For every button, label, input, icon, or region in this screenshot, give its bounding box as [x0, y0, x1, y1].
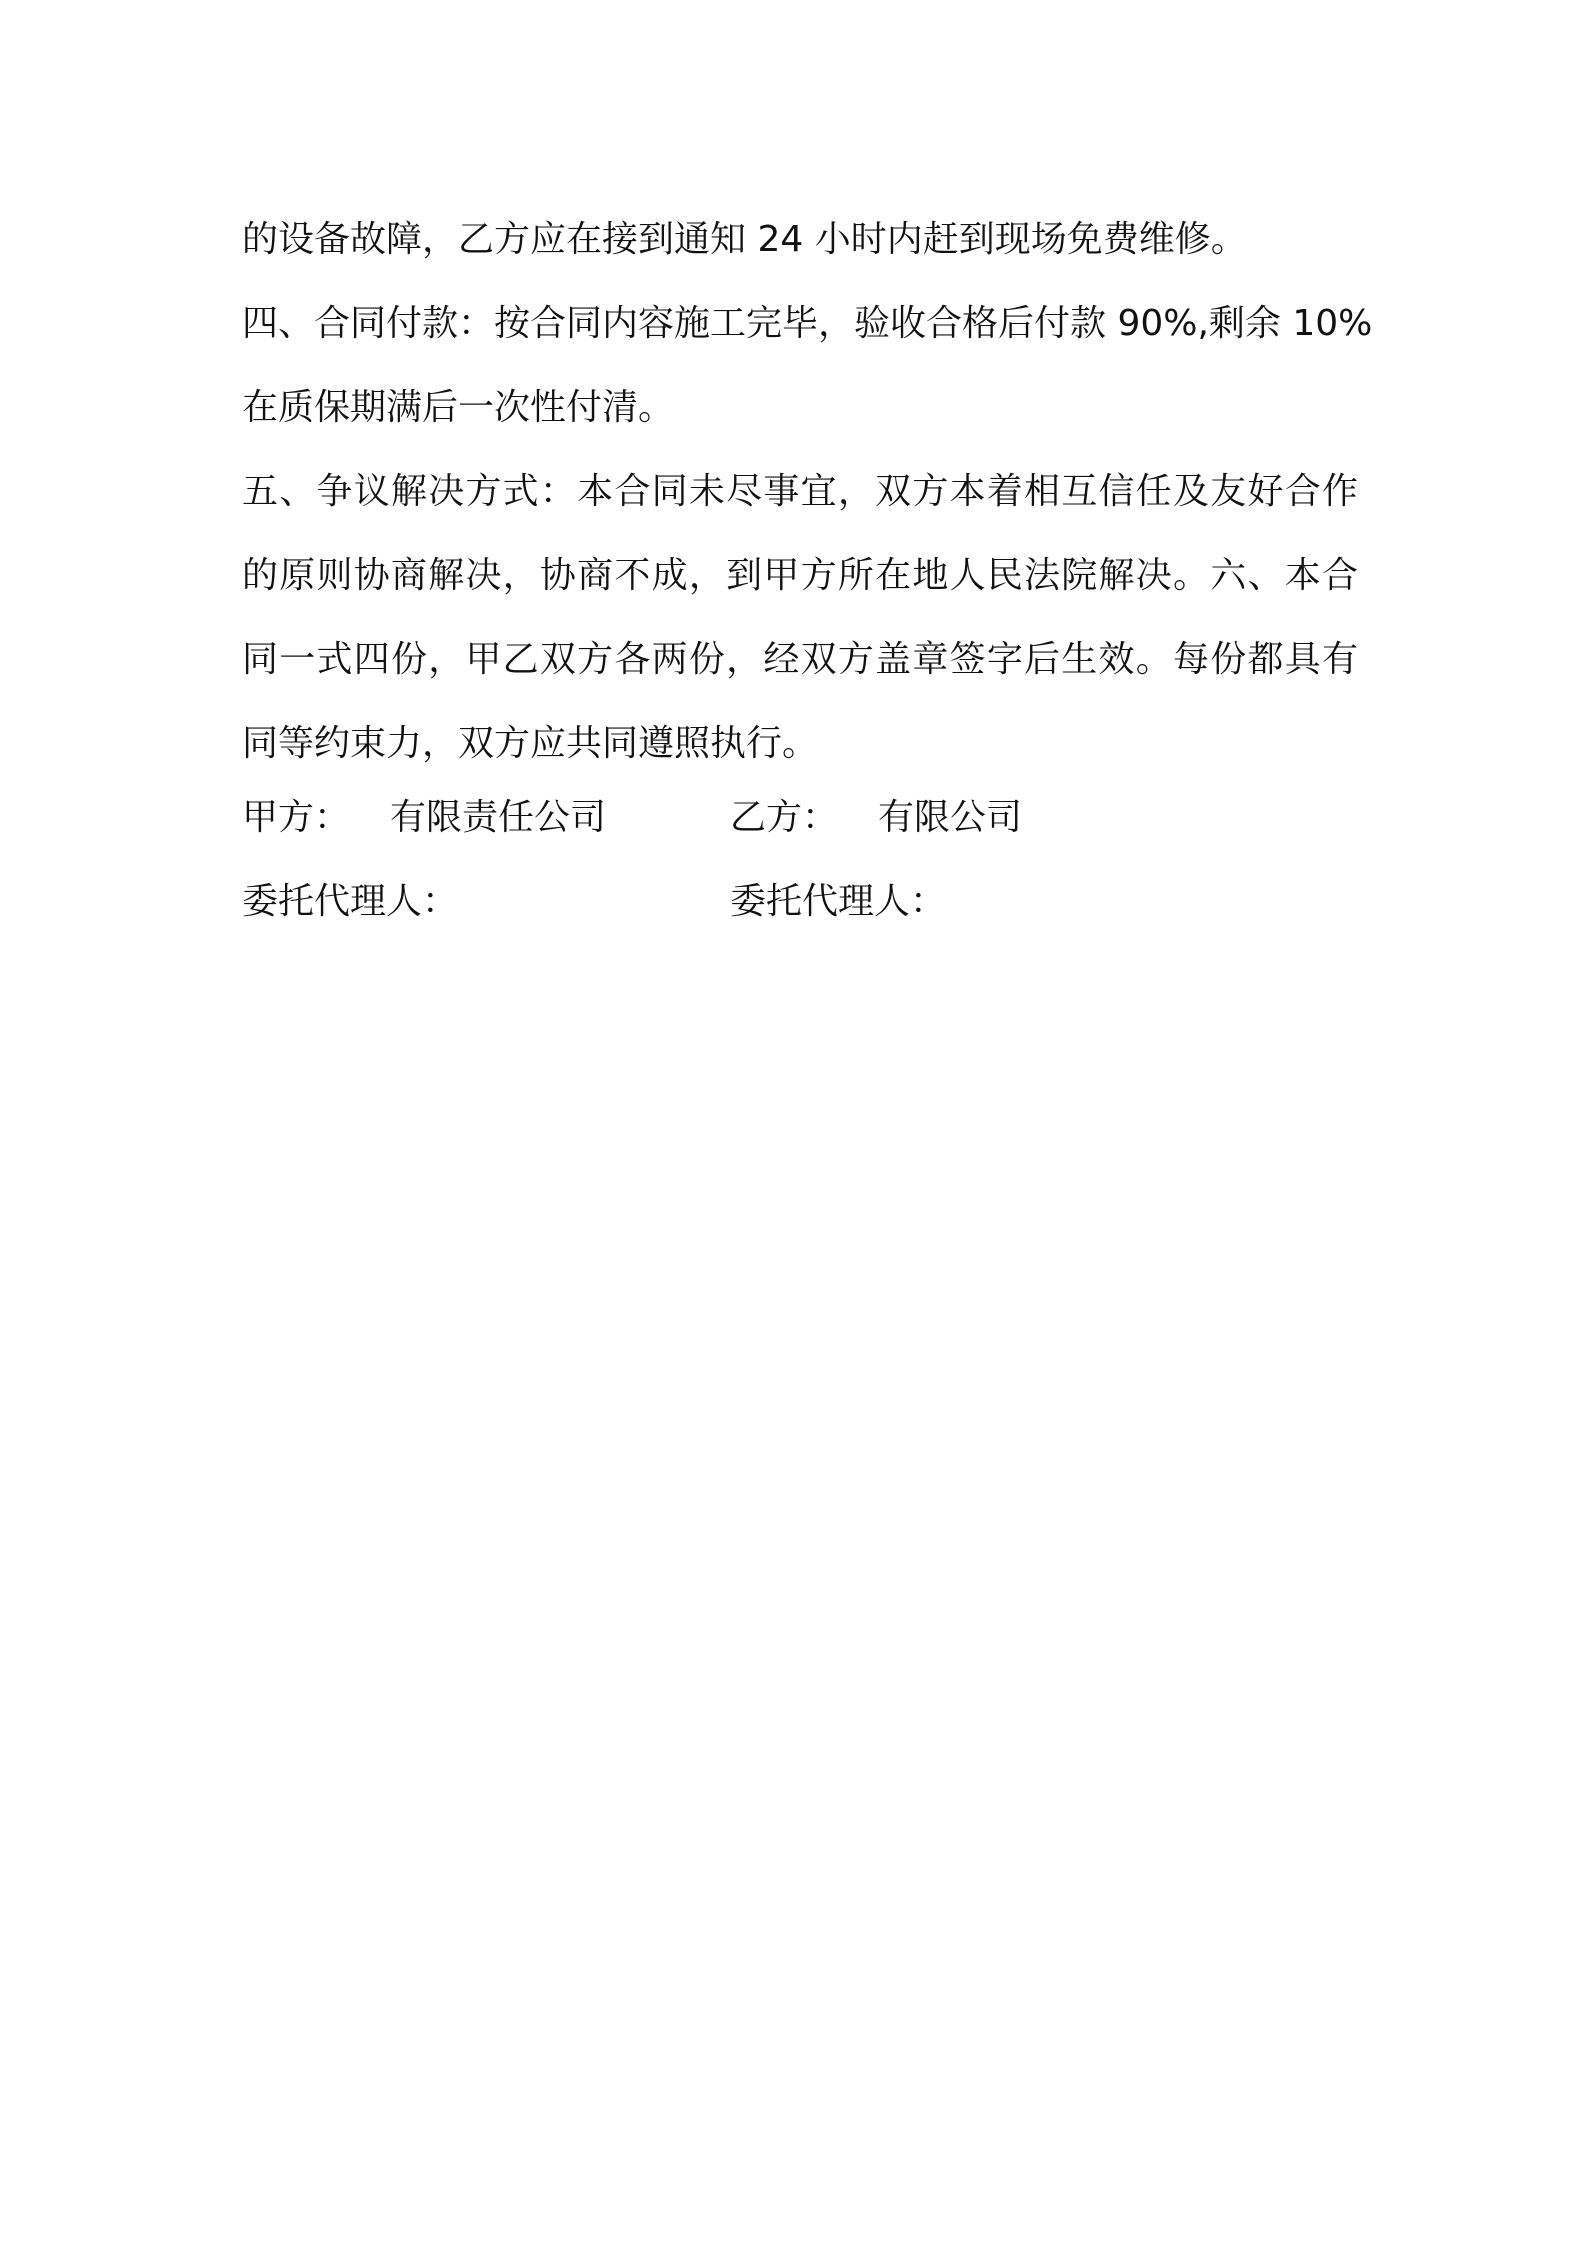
contract-line: 的设备故障，乙方应在接到通知 24 小时内赶到现场免费维修。 — [242, 219, 1247, 260]
party-b-name: 有限公司 — [878, 797, 1023, 838]
contract-line: 同一式四份，甲乙双方各两份，经双方盖章签字后生效。每份都具有 — [242, 639, 1358, 680]
party-a-label: 甲方： — [242, 797, 351, 838]
party-b-label: 乙方： — [730, 797, 839, 838]
contract-body — [242, 198, 1373, 786]
contract-line: 同等约束力，双方应共同遵照执行。 — [242, 723, 819, 764]
party-a — [242, 776, 606, 860]
contract-line: 的原则协商解决，协商不成，到甲方所在地人民法院解决。六、本合 — [242, 555, 1358, 596]
contract-line: 在质保期满后一次性付清。 — [242, 387, 675, 428]
signature-agent-row — [242, 860, 1358, 944]
agent-b-label: 委托代理人： — [730, 881, 947, 922]
contract-line-dispute: 五、争议解决方式：本合同未尽事宜，双方本着相互信任及友好合作 — [242, 471, 1358, 512]
contract-line-payment: 四、合同付款：按合同内容施工完毕，验收合格后付款 90%,剩余 10% — [242, 303, 1373, 344]
signature-party-row — [242, 776, 1358, 860]
party-b — [730, 776, 1022, 860]
agent-a-label: 委托代理人： — [242, 881, 459, 922]
party-a-name: 有限责任公司 — [390, 797, 607, 838]
